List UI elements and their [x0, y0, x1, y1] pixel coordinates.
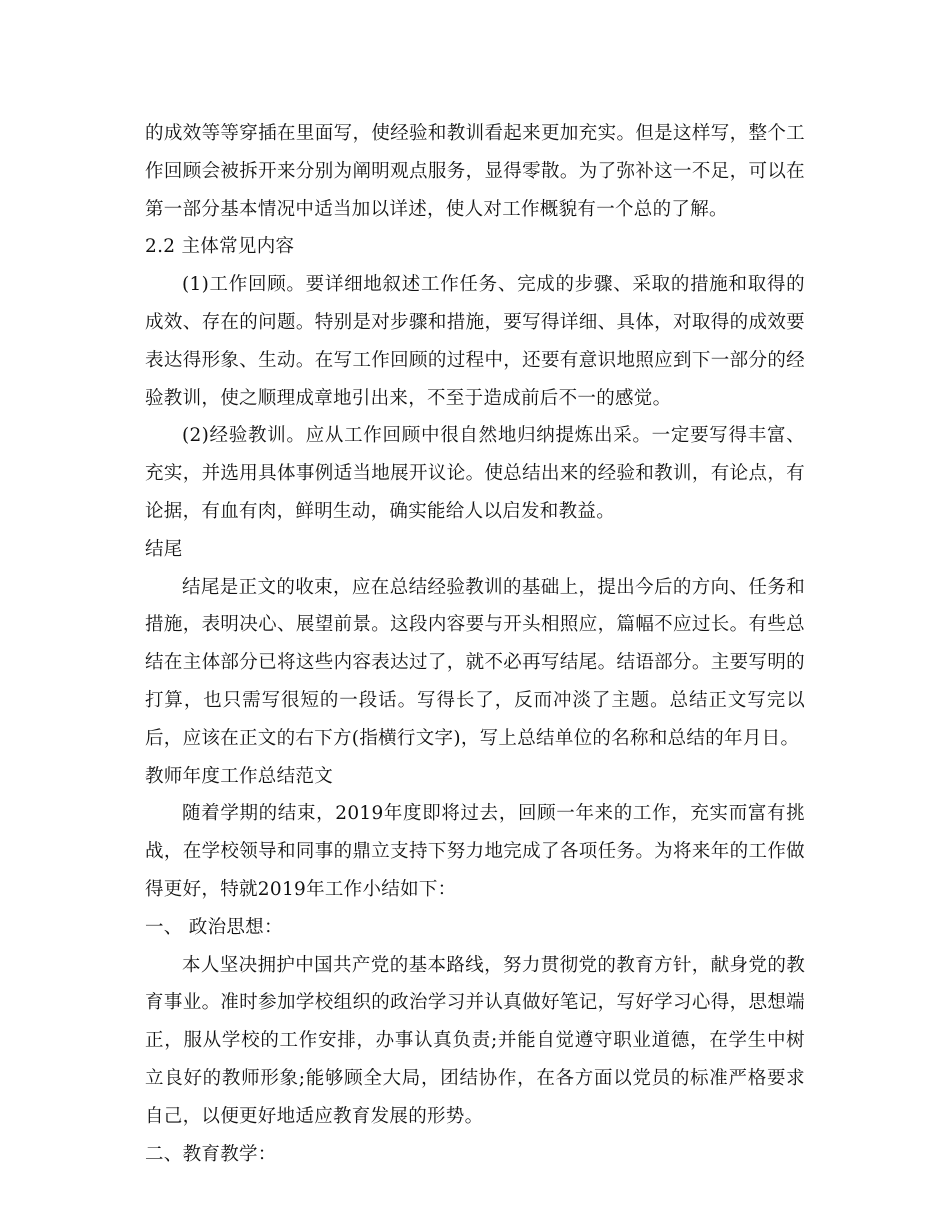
paragraph-work-review: (1)工作回顾。要详细地叙述工作任务、完成的步骤、采取的措施和取得的成效、存在的问题。特别是对步骤和措施，要写得详细、具体，对取得的成效要表达得形象、生动。在写工作回顾的过程中，还要有意识地照应到下一部分的经验教训，使之顺理成章地引出来，不至于造成前后不一的感觉。	[145, 274, 805, 409]
section-heading-teaching: 二、教育教学：	[145, 1143, 277, 1165]
document-body	[145, 115, 805, 1173]
paragraph-sample-intro: 随着学期的结束，2019年度即将过去，回顾一年来的工作，充实而富有挑战，在学校领导和同事的鼎立支持下努力地完成了各项任务。为将来年的工作做得更好，特就2019年工作小结如下：	[145, 803, 805, 900]
section-heading-sample-title: 教师年度工作总结范文	[145, 765, 334, 787]
paragraph-politics: 本人坚决拥护中国共产党的基本路线，努力贯彻党的教育方针，献身党的教育事业。准时参加学校组织的政治学习并认真做好笔记，写好学习心得，思想端正，服从学校的工作安排，办事认真负责;并能自觉遵守职业道德，在学生中树立良好的教师形象;能够顾全大局，团结协作，在各方面以党员的标准严格要求自己，以便更好地适应教育发展的形势。	[145, 954, 805, 1127]
section-heading-main-content: 2.2 主体常见内容	[145, 236, 295, 258]
section-heading-politics: 一、 政治思想：	[145, 916, 283, 938]
paragraph-ending: 结尾是正文的收束，应在总结经验教训的基础上，提出今后的方向、任务和措施，表明决心、展望前景。这段内容要与开头相照应，篇幅不应过长。有些总结在主体部分已将这些内容表达过了，就不必再写结尾。结语部分。主要写明的打算，也只需写很短的一段话。写得长了，反而冲淡了主题。总结正文写完以后，应该在正文的右下方(指横行文字)，写上总结单位的名称和总结的年月日。	[145, 576, 805, 749]
paragraph-intro-continuation: 的成效等等穿插在里面写，使经验和教训看起来更加充实。但是这样写，整个工作回顾会被拆开来分别为阐明观点服务，显得零散。为了弥补这一不足，可以在第一部分基本情况中适当加以详述，使人对工作概貌有一个总的了解。	[145, 123, 805, 220]
paragraph-experience-lessons: (2)经验教训。应从工作回顾中很自然地归纳提炼出采。一定要写得丰富、充实，并选用具体事例适当地展开议论。使总结出来的经验和教训，有论点，有论据，有血有肉，鲜明生动，确实能给人以启发和教益。	[145, 425, 805, 522]
section-heading-ending: 结尾	[145, 538, 183, 560]
